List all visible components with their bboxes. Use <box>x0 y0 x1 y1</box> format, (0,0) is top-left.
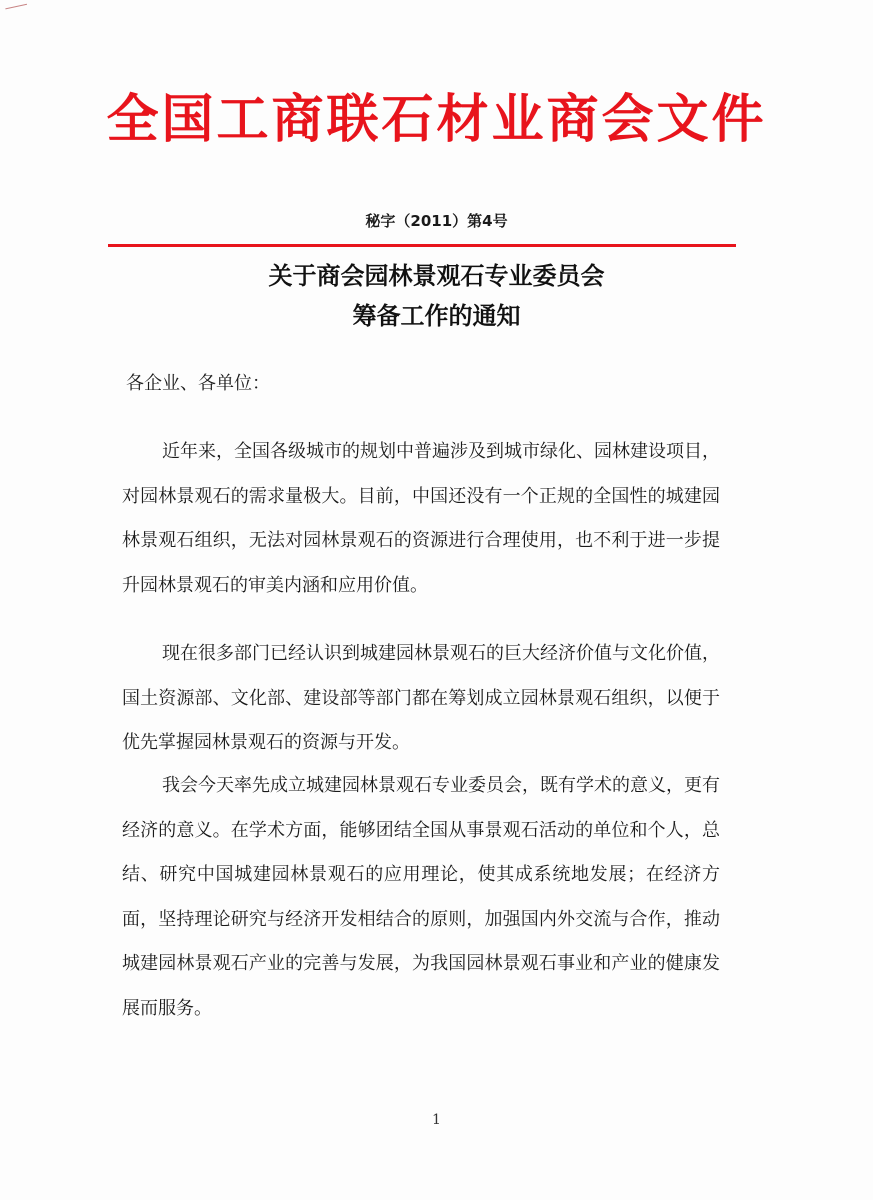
scan-mark-decoration <box>5 4 28 17</box>
org-header-title: 全国工商联石材业商会文件 <box>106 89 767 150</box>
notice-title-line-2: 筹备工作的通知 <box>352 302 521 330</box>
salutation: 各企业、各单位： <box>126 373 270 394</box>
body-paragraph-3 <box>122 764 720 1031</box>
notice-title-line-1: 关于商会园林景观石专业委员会 <box>268 262 605 290</box>
body-paragraph-3-text: 我会今天率先成立城建园林景观石专业委员会，既有学术的意义，更有经济的意义。在学术方面，能够团结全国从事景观石活动的单位和个人，总结、研究中国城建园林景观石的应用理论，使其成系统地发展；在经济方面，坚持理论研究与经济开发相结合的原则，加强国内外交流与合作，推动城建园林景观石产业的完善与发展，为我国园林景观石事业和产业的健康发展而服务。 <box>122 775 720 1019</box>
red-divider-rule <box>108 244 736 247</box>
body-paragraph-2 <box>122 632 720 766</box>
body-paragraph-2-text: 现在很多部门已经认识到城建园林景观石的巨大经济价值与文化价值，国土资源部、文化部、建设部等部门都在筹划成立园林景观石组织，以便于优先掌握园林景观石的资源与开发。 <box>122 643 720 753</box>
page-number: 1 <box>432 1112 441 1128</box>
body-paragraph-1 <box>122 430 720 608</box>
document-number: 秘字（2011）第4号 <box>365 212 508 230</box>
notice-title <box>0 256 873 336</box>
body-paragraph-1-text: 近年来，全国各级城市的规划中普遍涉及到城市绿化、园林建设项目，对园林景观石的需求量极大。目前，中国还没有一个正规的全国性的城建园林景观石组织，无法对园林景观石的资源进行合理使用，也不利于进一步提升园林景观石的审美内涵和应用价值。 <box>122 441 720 596</box>
